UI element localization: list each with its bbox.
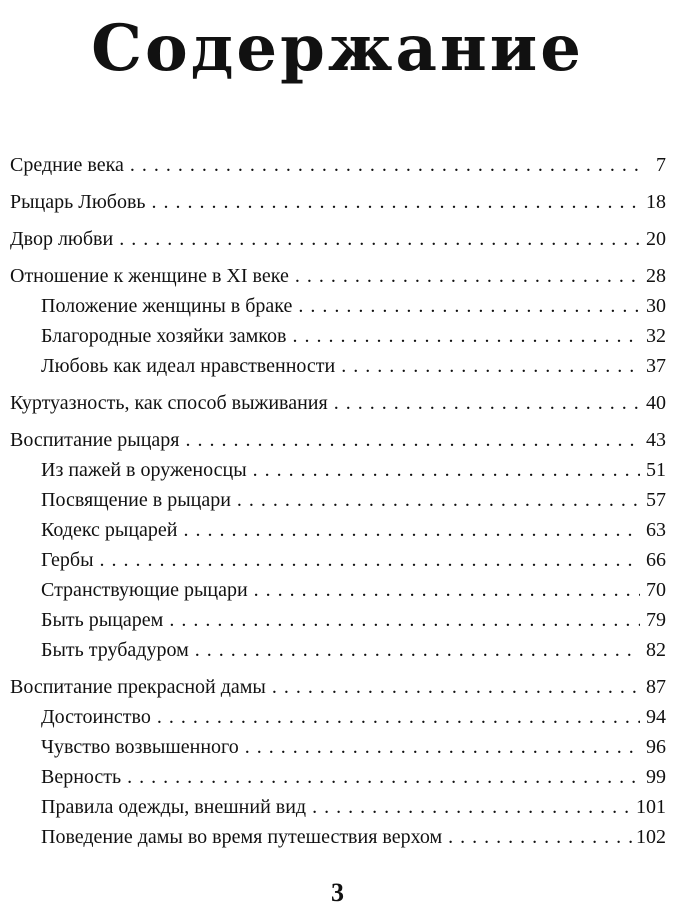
dot-leader [165, 605, 640, 635]
toc-subentry [10, 762, 666, 792]
toc-entry-label: Достоинство [41, 706, 151, 728]
dot-leader [181, 425, 640, 455]
toc-entry-page: 51 [646, 459, 666, 481]
dot-leader [233, 485, 640, 515]
toc-entry-label: Чувство возвышенного [41, 736, 239, 758]
dot-leader [191, 635, 640, 665]
toc-entry-label: Двор любви [10, 228, 114, 250]
toc-entry-page: 7 [656, 154, 666, 176]
toc-entry-label: Воспитание рыцаря [10, 429, 180, 451]
toc-entry-label: Куртуазность, как способ выживания [10, 392, 328, 414]
dot-leader [444, 822, 632, 852]
toc-subentry [10, 702, 666, 732]
toc-subentry [10, 321, 666, 351]
toc-subentry [10, 485, 666, 515]
toc-entry-page: 99 [646, 766, 666, 788]
toc-entry-label: Посвящение в рыцари [41, 489, 231, 511]
toc-entry-page: 79 [646, 609, 666, 631]
toc-entry-page: 102 [636, 826, 666, 848]
toc-subentry [10, 575, 666, 605]
dot-leader [337, 351, 640, 381]
toc-entry-label: Быть трубадуром [41, 639, 189, 661]
toc-entry-label: Быть рыцарем [41, 609, 164, 631]
toc-subentry [10, 792, 666, 822]
toc-entry-label: Кодекс рыцарей [41, 519, 178, 541]
toc-subentry [10, 822, 666, 852]
page-title: Содержание [91, 11, 584, 86]
toc-entry-label: Отношение к женщине в XI веке [10, 265, 289, 287]
toc-entry-label: Верность [41, 766, 122, 788]
toc-entry-page: 28 [646, 265, 666, 287]
dot-leader [241, 732, 640, 762]
toc-entry-label: Странствующие рыцари [41, 579, 248, 601]
toc-entry-label: Рыцарь Любовь [10, 191, 146, 213]
dot-leader [249, 455, 640, 485]
toc-entry-page: 57 [646, 489, 666, 511]
toc-entry [10, 425, 666, 455]
toc-subentry [10, 605, 666, 635]
toc-entry-page: 30 [646, 295, 666, 317]
toc-entry-label: Любовь как идеал нравственности [41, 355, 336, 377]
toc-subentry [10, 732, 666, 762]
toc-entry-label: Гербы [41, 549, 94, 571]
dot-leader [126, 150, 640, 180]
dot-leader [291, 261, 640, 291]
toc-entry-page: 18 [646, 191, 666, 213]
toc-entry-label: Средние века [10, 154, 124, 176]
dot-leader [96, 545, 640, 575]
toc-subentry [10, 545, 666, 575]
toc-entry-page: 94 [646, 706, 666, 728]
dot-leader [148, 187, 640, 217]
toc-subentry [10, 455, 666, 485]
toc-entry [10, 224, 666, 254]
toc-entry-label: Благородные хозяйки замков [41, 325, 287, 347]
toc-entry-page: 82 [646, 639, 666, 661]
toc-subentry [10, 351, 666, 381]
toc-subentry [10, 635, 666, 665]
dot-leader [294, 291, 640, 321]
dot-leader [250, 575, 640, 605]
dot-leader [153, 702, 640, 732]
toc-entry-page: 70 [646, 579, 666, 601]
toc-entry-page: 101 [636, 796, 666, 818]
toc-entry-page: 96 [646, 736, 666, 758]
toc-entry-page: 40 [646, 392, 666, 414]
dot-leader [330, 388, 640, 418]
toc-entry-label: Положение женщины в браке [41, 295, 293, 317]
dot-leader [115, 224, 640, 254]
toc-entry-page: 43 [646, 429, 666, 451]
dot-leader [268, 672, 640, 702]
toc-entry-page: 87 [646, 676, 666, 698]
toc-entry-label: Воспитание прекрасной дамы [10, 676, 266, 698]
toc-entry [10, 672, 666, 702]
toc-entry-label: Правила одежды, внешний вид [41, 796, 307, 818]
toc-entry-page: 37 [646, 355, 666, 377]
dot-leader [308, 792, 632, 822]
toc-entry-page: 66 [646, 549, 666, 571]
toc-subentry [10, 515, 666, 545]
toc-entry [10, 187, 666, 217]
toc-entry [10, 261, 666, 291]
table-of-contents [10, 150, 666, 852]
toc-entry [10, 388, 666, 418]
toc-entry-label: Из пажей в оруженосцы [41, 459, 247, 481]
toc-entry-page: 32 [646, 325, 666, 347]
page-number: 3 [331, 878, 344, 907]
dot-leader [123, 762, 640, 792]
toc-entry-page: 20 [646, 228, 666, 250]
toc-entry-label: Поведение дамы во время путешествия верхом [41, 826, 443, 848]
toc-subentry [10, 291, 666, 321]
dot-leader [288, 321, 640, 351]
toc-entry-page: 63 [646, 519, 666, 541]
dot-leader [180, 515, 640, 545]
toc-entry [10, 150, 666, 180]
